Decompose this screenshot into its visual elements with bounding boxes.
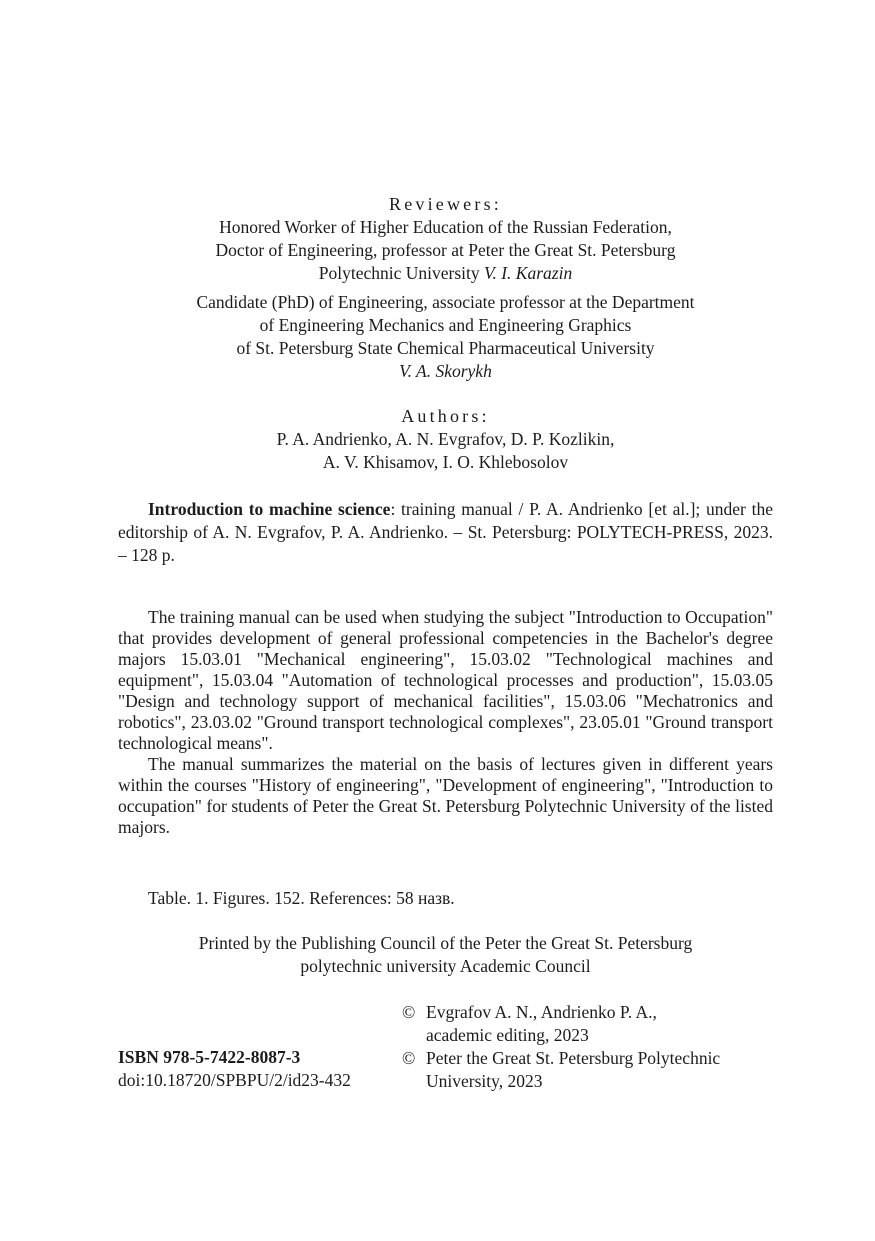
copyright-symbol: © [402, 1048, 416, 1068]
copyright-entry-1-line-2: academic editing, 2023 [426, 1025, 589, 1045]
reviewers-section [118, 193, 773, 383]
authors-line-1: P. A. Andrienko, A. N. Evgrafov, D. P. Kozlikin, [276, 429, 615, 449]
copyright-block [402, 1001, 802, 1093]
copyright-entry-2-line-1: Peter the Great St. Petersburg Polytechnic [426, 1048, 721, 1068]
copyright-entry-2 [402, 1047, 802, 1093]
reviewer-2-line-3: of St. Petersburg State Chemical Pharmaceutical University [236, 338, 655, 358]
doi: doi:10.18720/SPBPU/2/id23-432 [118, 1070, 351, 1090]
reviewer-2-line-1: Candidate (PhD) of Engineering, associate professor at the Department [196, 292, 695, 312]
reviewers-heading: Reviewers: [389, 194, 502, 214]
stats-line: Table. 1. Figures. 152. References: 58 назв. [148, 888, 455, 908]
reviewer-1 [118, 216, 773, 285]
citation [118, 498, 773, 567]
reviewer-1-name: V. I. Karazin [484, 263, 573, 283]
authors-heading: Authors: [401, 406, 490, 426]
copyright-entry-1-line-1: Evgrafov A. N., Andrienko P. A., [426, 1002, 657, 1022]
reviewer-1-line-1: Honored Worker of Higher Education of the Russian Federation, [219, 217, 672, 237]
abstract [118, 607, 773, 838]
reviewer-1-line-3 [118, 262, 773, 285]
citation-title: Introduction to machine science [148, 499, 391, 519]
reviewer-1-line-2: Doctor of Engineering, professor at Peter the Great St. Petersburg [215, 240, 676, 260]
copyright-entry-2-line-2: University, 2023 [426, 1071, 543, 1091]
authors-section [118, 405, 773, 474]
printed-by-line-1: Printed by the Publishing Council of the Peter the Great St. Petersburg [198, 933, 693, 953]
copyright-entry-1 [402, 1001, 802, 1047]
printed-by [118, 932, 773, 978]
printed-by-line-2: polytechnic university Academic Council [300, 956, 591, 976]
abstract-paragraph-2: The manual summarizes the material on the basis of lectures given in different years within the courses "History of engineering", "Development of engineering", "Introduction to occupation" for students of Peter the Great St. Petersburg Polytechnic University of the listed majors. [118, 754, 773, 837]
reviewer-2 [118, 291, 773, 383]
abstract-paragraph-1: The training manual can be used when studying the subject "Introduction to Occupation" that provides development of general professional competencies in the Bachelor's degree majors 15.03.01 "Mechanical engineering", 15.03.02 "Technological machines and equipment", 15.03.04 "Automation of technological processes and production", 15.03.05 "Design and technology support of mechanical facilities", 15.03.06 "Mechatronics and robotics", 23.03.02 "Ground transport technological complexes", 23.05.01 "Ground transport technological means". [118, 607, 773, 753]
copyright-symbol: © [402, 1002, 416, 1022]
isbn: ISBN 978-5-7422-8087-3 [118, 1047, 301, 1067]
reviewer-1-affiliation: Polytechnic University [318, 263, 480, 283]
citation-details: : training manual / P. A. Andrienko [et al.]; under the editorship of A. N. Evgrafov, P. A. Andrienko. – St. Petersburg: POLYTECH-PRESS, 2023. – 128 p. [118, 499, 774, 565]
reviewer-2-name: V. A. Skorykh [399, 361, 492, 381]
reviewer-2-line-2: of Engineering Mechanics and Engineering Graphics [259, 315, 632, 335]
isbn-block [118, 1046, 351, 1092]
authors-line-2: A. V. Khisamov, I. O. Khlebosolov [322, 452, 569, 472]
